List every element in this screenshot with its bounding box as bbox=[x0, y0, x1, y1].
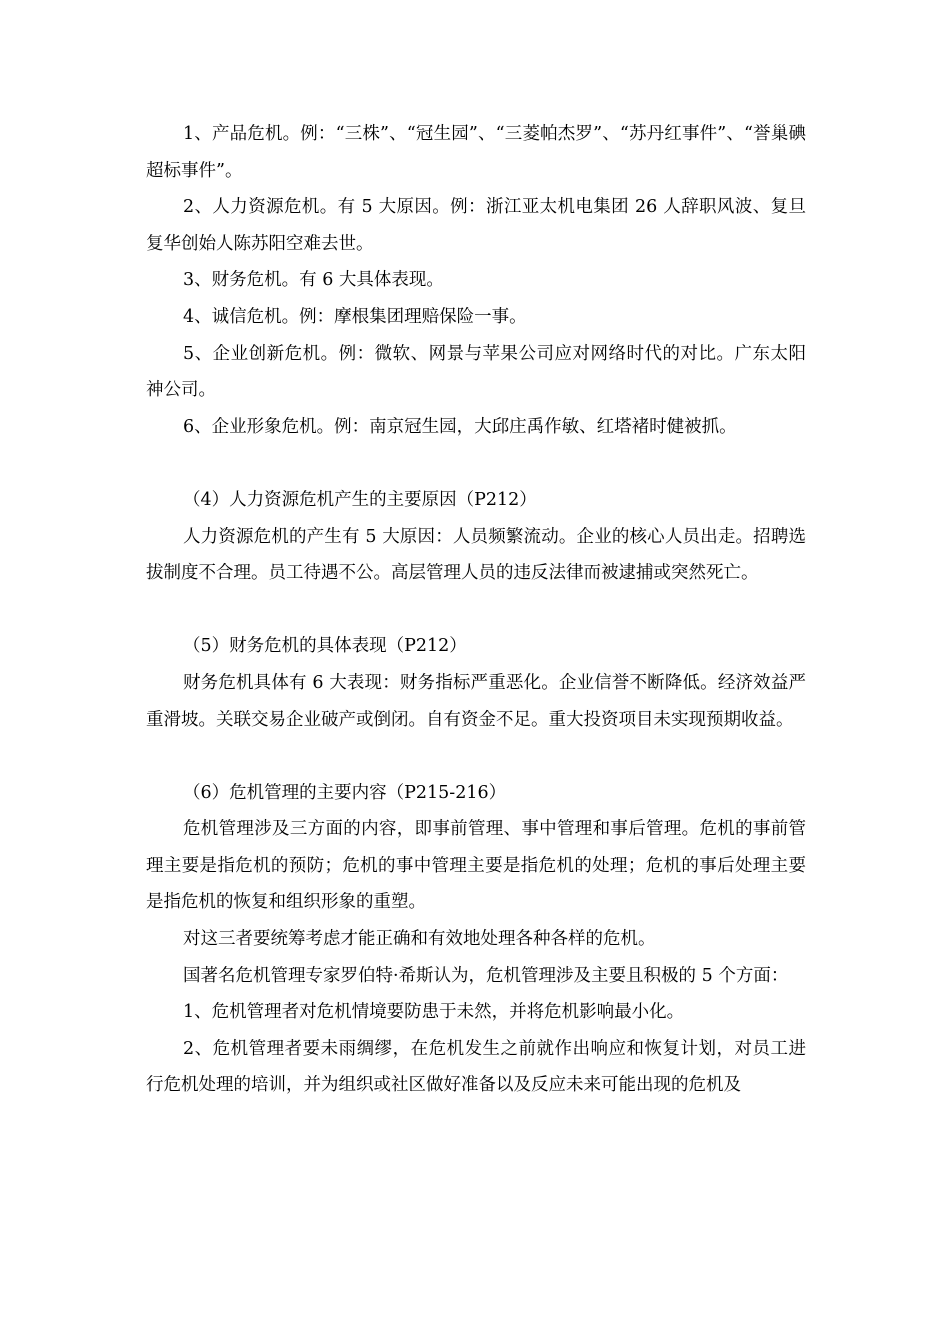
paragraph-financial-signs: 财务危机具体有 6 大表现：财务指标严重恶化。企业信誉不断降低。经济效益严重滑坡。关联交易企业破产或倒闭。自有资金不足。重大投资项目未实现预期收益。 bbox=[146, 672, 806, 730]
paragraph-innovation-crisis: 5、企业创新危机。例：微软、网景与苹果公司应对网络时代的对比。广东太阳神公司。 bbox=[146, 343, 806, 401]
list-item-aspect-2: 2、危机管理者要未雨绸缪，在危机发生之前就作出响应和恢复计划，对员工进行危机处理的培训，并为组织或社区做好准备以及反应未来可能出现的危机及 bbox=[146, 1038, 806, 1096]
paragraph-crisis-management-scope: 危机管理涉及三方面的内容，即事前管理、事中管理和事后管理。危机的事前管理主要是指危机的预防；危机的事中管理主要是指危机的处理；危机的事后处理主要是指危机的恢复和组织形象的重塑。 bbox=[146, 819, 806, 913]
section-heading-hr-causes: （4）人力资源危机产生的主要原因（P212） bbox=[183, 489, 537, 510]
section-heading-financial-signs: （5）财务危机的具体表现（P212） bbox=[183, 636, 467, 657]
blank-line bbox=[146, 445, 806, 482]
paragraph-hr-causes: 人力资源危机的产生有 5 大原因：人员频繁流动。企业的核心人员出走。招聘选拔制度不合理。员工待遇不公。高层管理人员的违反法律而被逮捕或突然死亡。 bbox=[146, 526, 806, 584]
paragraph-financial-crisis: 3、财务危机。有 6 大具体表现。 bbox=[183, 270, 444, 291]
blank-line bbox=[146, 738, 806, 775]
paragraph-product-crisis: 1、产品危机。例：“三株”、“冠生园”、“三菱帕杰罗”、“苏丹红事件”、“誉巢碘超标事件”。 bbox=[146, 124, 806, 181]
paragraph-integrity-crisis: 4、诚信危机。例：摩根集团理赔保险一事。 bbox=[183, 306, 527, 327]
paragraph-integrated-handling: 对这三者要统筹考虑才能正确和有效地处理各种各样的危机。 bbox=[183, 929, 656, 950]
list-item-aspect-1: 1、危机管理者对危机情境要防患于未然，并将危机影响最小化。 bbox=[183, 1002, 685, 1023]
document-body bbox=[146, 116, 806, 1104]
section-heading-crisis-management: （6）危机管理的主要内容（P215-216） bbox=[183, 782, 507, 803]
paragraph-image-crisis: 6、企业形象危机。例：南京冠生园，大邱庄禹作敏、红塔褚时健被抓。 bbox=[183, 416, 737, 437]
paragraph-hr-crisis: 2、人力资源危机。有 5 大原因。例：浙江亚太机电集团 26 人辞职风波、复旦复华创始人陈苏阳空难去世。 bbox=[146, 197, 806, 254]
paragraph-heath-five-aspects: 国著名危机管理专家罗伯特·希斯认为，危机管理涉及主要且积极的 5 个方面： bbox=[183, 965, 789, 986]
blank-line bbox=[146, 592, 806, 629]
